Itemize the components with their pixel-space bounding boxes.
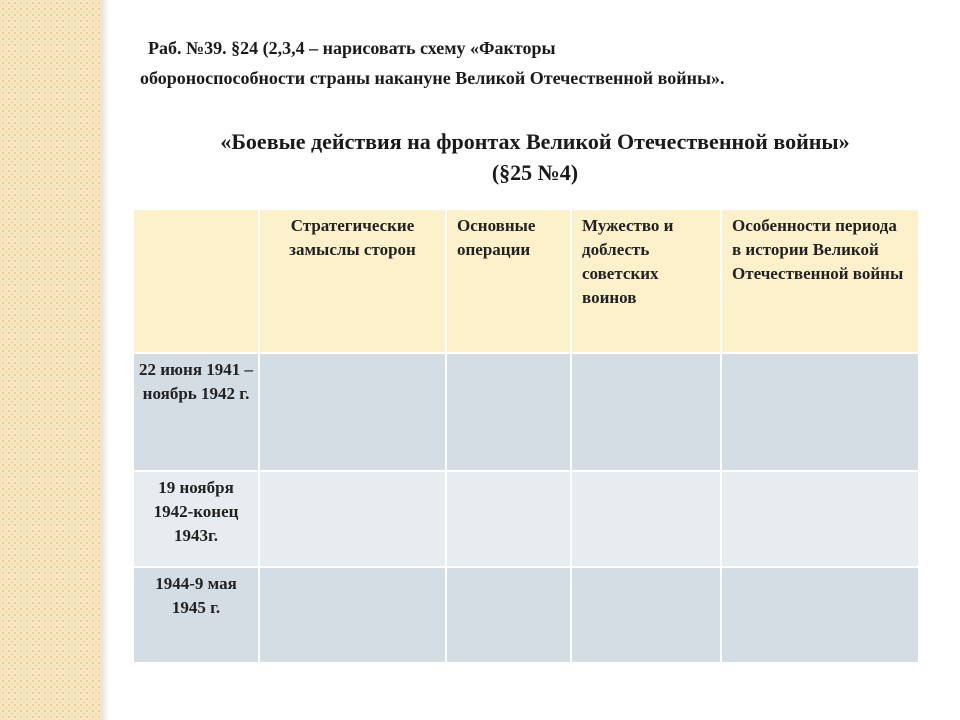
slide-title: «Боевые действия на фронтах Великой Отечественной войны» [220,129,850,154]
answer-cell[interactable] [721,353,919,471]
answer-cell[interactable] [259,471,446,567]
table-row [133,353,919,471]
table-header-row [133,209,919,353]
answer-cell[interactable] [571,471,721,567]
answer-cell[interactable] [721,567,919,663]
slide-subtitle: (§25 №4) [491,160,579,185]
assignment-line-1: Раб. №39. §24 (2,3,4 – нарисовать схему «Факторы [148,38,556,58]
decorative-side-band [0,0,102,720]
answer-cell[interactable] [259,353,446,471]
period-cell: 22 июня 1941 – ноябрь 1942 г. [133,353,259,471]
answer-cell[interactable] [721,471,919,567]
answer-cell[interactable] [571,567,721,663]
answer-cell[interactable] [259,567,446,663]
war-periods-table [132,208,920,664]
assignment-line-2: обороноспособности страны накануне Великой Отечественной войны». [140,68,725,88]
side-band-shadow [102,0,110,720]
header-cell-period-features: Особенности периода в истории Великой Отечественной войны [721,209,919,353]
period-cell: 19 ноября 1942-конец 1943г. [133,471,259,567]
header-cell-courage: Мужество и доблесть советских воинов [571,209,721,353]
header-cell-strategic-plans: Стратегические замыслы сторон [259,209,446,353]
table-row [133,471,919,567]
header-cell-main-operations: Основные операции [446,209,571,353]
answer-cell[interactable] [571,353,721,471]
answer-cell[interactable] [446,471,571,567]
answer-cell[interactable] [446,567,571,663]
answer-cell[interactable] [446,353,571,471]
period-cell: 1944-9 мая 1945 г. [133,567,259,663]
header-cell-corner [133,209,259,353]
table-row [133,567,919,663]
